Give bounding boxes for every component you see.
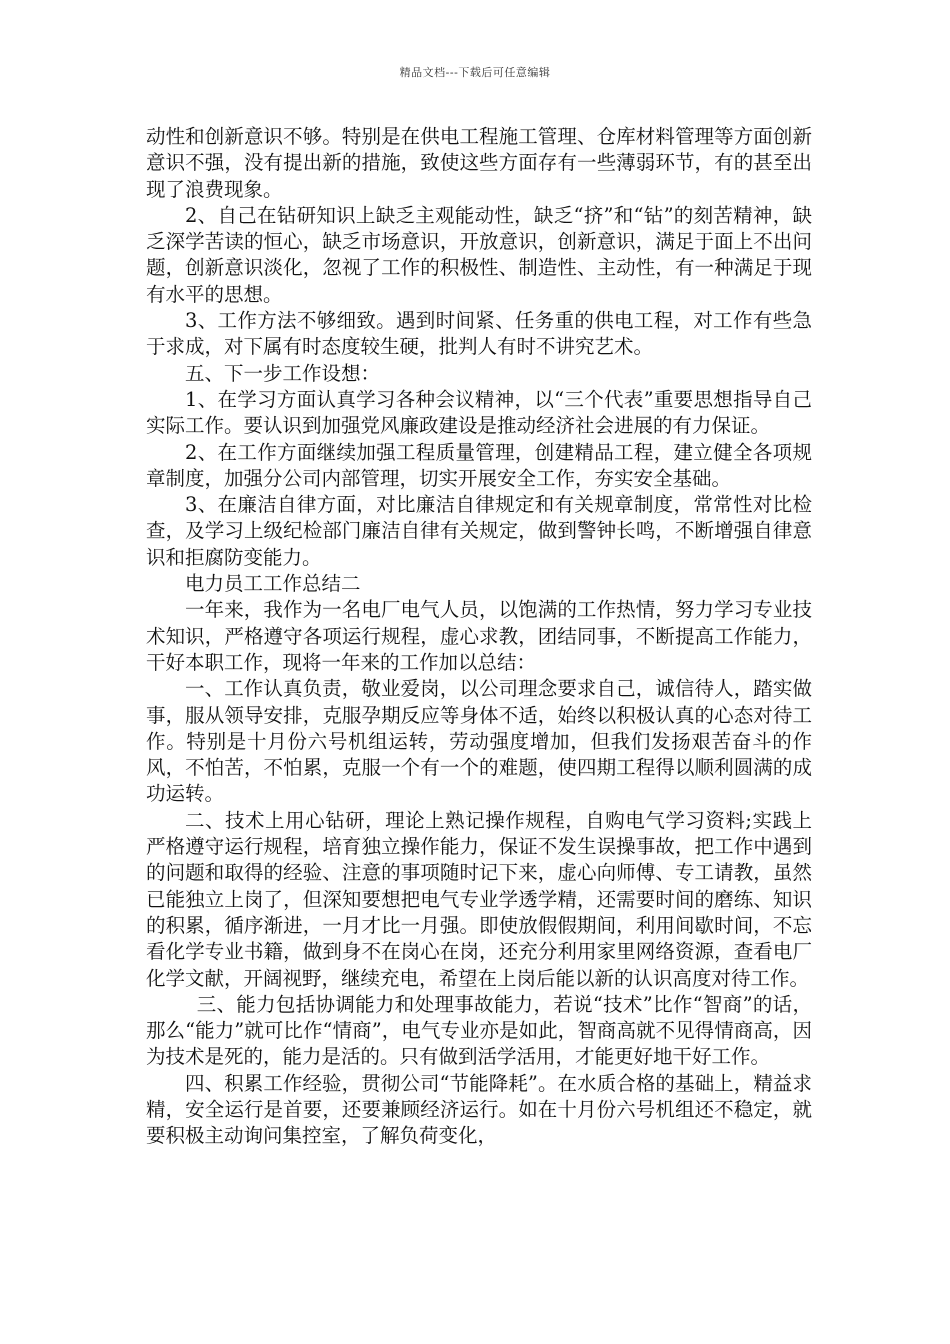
paragraph-weakness-3: 3、工作方法不够细致。遇到时间紧、任务重的供电工程，对工作有些急于求成，对下属有时态度较生硬，批判人有时不讲究艺术。 [146,309,812,359]
section-heading-plan: 五、下一步工作设想： [185,361,381,385]
paragraph-plan-3: 3、在廉洁自律方面，对比廉洁自律规定和有关规章制度，常常性对比检查，及学习上级纪检部门廉洁自律有关规定，做到警钟长鸣，不断增强自律意识和拒腐防变能力。 [146,493,812,569]
header-note: 精品文档---下载后可任意编辑 [399,66,551,79]
paragraph-continuation: 动性和创新意识不够。特别是在供电工程施工管理、仓库材料管理等方面创新意识不强，没有提出新的措施，致使这些方面存有一些薄弱环节，有的甚至出现了浪费现象。 [146,125,812,201]
paragraph-weakness-2: 2、自己在钻研知识上缺乏主观能动性，缺乏“挤”和“钻”的刻苦精神，缺乏深学苦读的恒心，缺乏市场意识，开放意识，创新意识，满足于面上不出问题，创新意识淡化，忽视了工作的积极性、制造性、主动性，有一种满足于现有水平的思想。 [146,203,812,306]
document-body [146,124,812,1150]
paragraph-plan-1: 1、在学习方面认真学习各种会议精神，以“三个代表”重要思想指导自己实际工作。要认识到加强党风廉政建设是推动经济社会进展的有力保证。 [146,387,812,438]
paragraph-intro: 一年来，我作为一名电厂电气人员，以饱满的工作热情，努力学习专业技术知识，严格遵守各项运行规程，虚心求教，团结同事，不断提高工作能力，干好本职工作，现将一年来的工作加以总结： [146,598,812,674]
paragraph-point-2: 二、技术上用心钻研，理论上熟记操作规程，自购电气学习资料;实践上严格遵守运行规程，培育独立操作能力，保证不发生误操事故，把工作中遇到的问题和取得的经验、注意的事项随时记下来，虚心向师傅、专工请教，虽然已能独立上岗了，但深知要想把电气专业学透学精，还需要时间的磨练、知识的积累，循序渐进，一月才比一月强。即使放假假期间，利用间歇时间，不忘看化学专业书籍，做到身不在岗心在岗，还充分利用家里网络资源，查看电厂化学文献，开阔视野，继续充电，希望在上岗后能以新的认识高度对待工作。 [146,808,812,990]
paragraph-point-3: 三、能力包括协调能力和处理事故能力，若说“技术”比作“智商”的话，那么“能力”就可比作“情商”，电气专业亦是如此，智商高就不见得情商高，因为技术是死的，能力是活的。只有做到活学活用，才能更好地干好工作。 [146,992,812,1069]
document-title-2: 电力员工工作总结二 [185,572,361,596]
paragraph-point-1: 一、工作认真负责，敬业爱岗，以公司理念要求自己，诚信待人，踏实做事，服从领导安排，克服孕期反应等身体不适，始终以积极认真的心态对待工作。特别是十月份六号机组运转，劳动强度增加，但我们发扬艰苦奋斗的作风，不怕苦，不怕累，克服一个有一个的难题，使四期工程得以顺利圆满的成功运转。 [146,677,812,806]
paragraph-plan-2: 2、在工作方面继续加强工程质量管理，创建精品工程，建立健全各项规章制度，加强分公司内部管理，切实开展安全工作，夯实安全基础。 [146,440,812,490]
paragraph-point-4: 四、积累工作经验，贯彻公司“节能降耗”。在水质合格的基础上，精益求精，安全运行是首要，还要兼顾经济运行。如在十月份六号机组还不稳定，就要积极主动询问集控室，了解负荷变化， [146,1071,812,1148]
